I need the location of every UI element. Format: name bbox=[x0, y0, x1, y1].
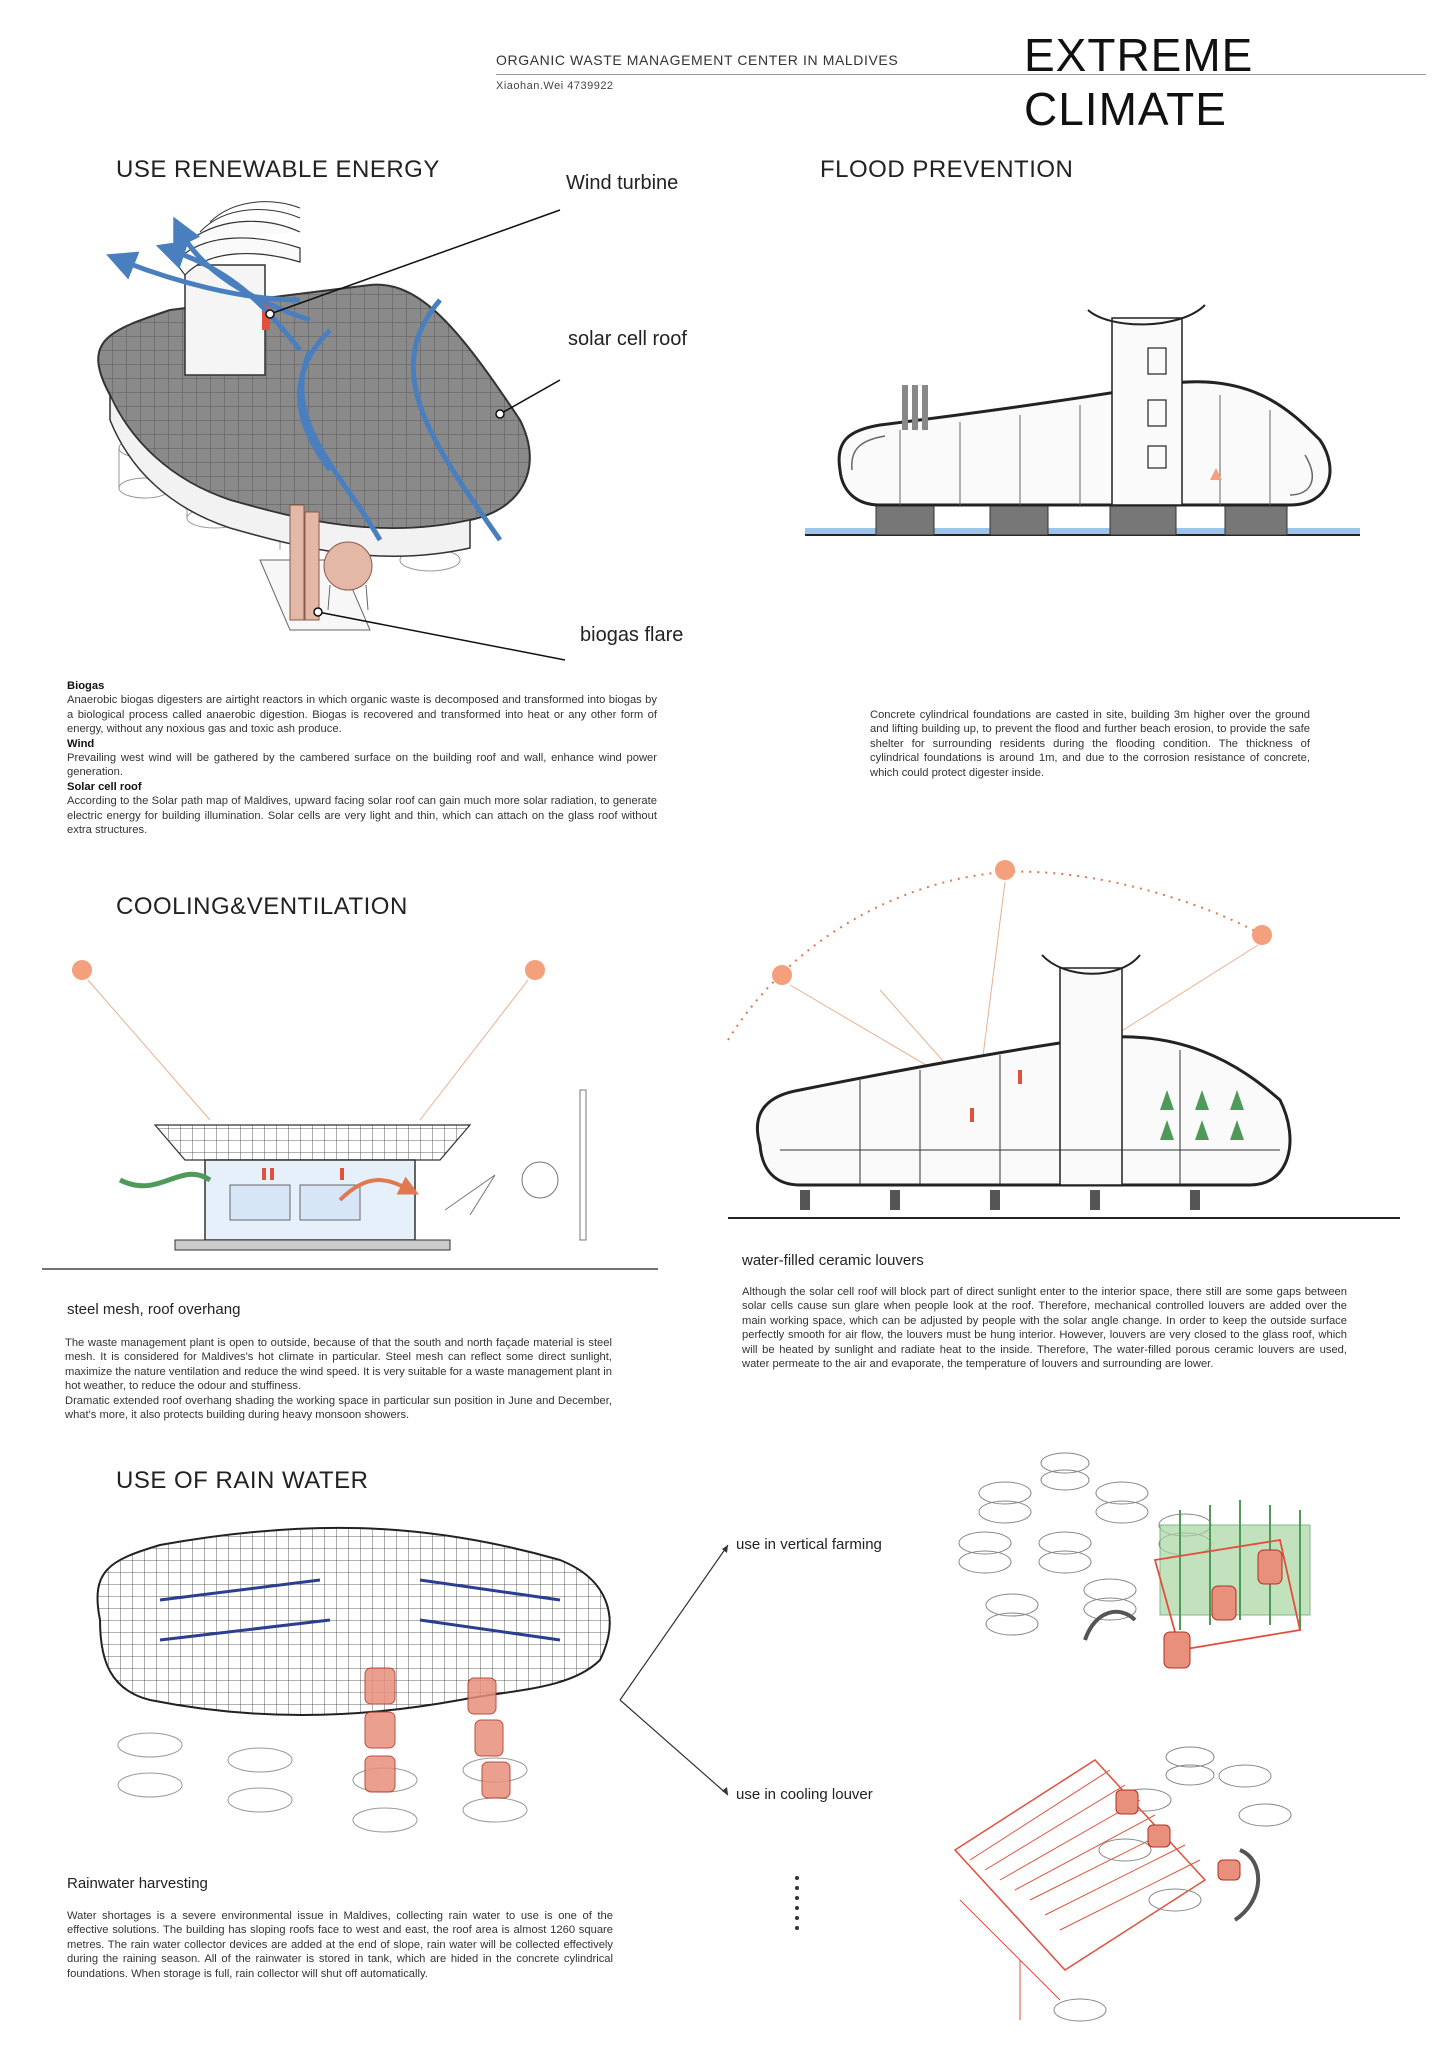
label-use-vertical-farming: use in vertical farming bbox=[736, 1536, 882, 1553]
roof-wireframe bbox=[98, 1528, 610, 1715]
rain-subheading: Rainwater harvesting bbox=[67, 1875, 208, 1892]
ellipsis-dots bbox=[795, 1876, 799, 1930]
flood-text: Concrete cylindrical foundations are casted in site, building 3m higher over the ground and lifting building up, to prevent the flood and further beach erosion, to provide the safe shelter for surrounding residents during the flooding condition. The thickness of cylindrical foundations is around 1m, and due to the corrosion resistance of concrete, which could protect digester inside. bbox=[870, 709, 1310, 779]
steel-mesh-roof bbox=[155, 1125, 470, 1160]
sun-icon bbox=[72, 960, 92, 980]
label-solar-cell-roof: solar cell roof bbox=[568, 328, 687, 350]
cooling-right-text: Although the solar cell roof will block part of direct sunlight enter to the interior space, there still are some gaps between solar cells cause sun glare when people look at the roof. Therefore, mechanical controlled louvers are added over the main working space, which can be adjusted by people with the solar angle change. In order to keep the outside surface perfectly smooth for air flow, the louvers must be hung interior. However, louvers are very closed to the glass roof, which will be heated by sunlight and radiate heat to the inside. Therefore, The water-filled porous ceramic louvers are used, water permeate to the air and evaporate, the temperature of louvers and surrounding are lower. bbox=[742, 1286, 1347, 1371]
rain-text: Water shortages is a severe environmental issue in Maldives, collecting rain water to use is one of the effective solutions. The building has sloping roofs face to west and east, the roof area is almost 1260 square metres. The rain water collector devices are added at the end of slope, rain water will be collected effectively during the raining season. All of the rainwater is stored in tank, which are hided in the concrete cylindrical foundations. When storage is full, rain collector will shut off automatically. bbox=[67, 1910, 613, 1980]
cooling-louver-diagram bbox=[728, 860, 1400, 1218]
solar-body: According to the Solar path map of Maldives, upward facing solar roof can gain much more solar radiation, to generate electric energy for building illumination. Solar cells are very light and thin, which can attach on the glass roof without extra structures. bbox=[67, 795, 657, 837]
louver-building-shell bbox=[757, 1037, 1290, 1185]
flood-tower bbox=[1112, 318, 1182, 505]
cooling-right-subheading: water-filled ceramic louvers bbox=[742, 1252, 924, 1269]
biogas-tank-icon bbox=[522, 1162, 558, 1198]
label-wind-turbine: Wind turbine bbox=[566, 172, 679, 194]
author-id: Xiaohan.Wei 4739922 bbox=[496, 80, 614, 92]
label-use-cooling-louver: use in cooling louver bbox=[736, 1786, 873, 1803]
airflow-arrow bbox=[120, 1174, 210, 1186]
wind-body: Prevailing west wind will be gathered by the cambered surface on the building roof and wall, enhance wind power generation. bbox=[67, 752, 657, 779]
farming-racks bbox=[1085, 1500, 1310, 1668]
sun-icon bbox=[772, 965, 792, 985]
section-title-rain: USE OF RAIN WATER bbox=[116, 1467, 369, 1494]
flood-section-diagram bbox=[805, 305, 1360, 535]
cooling-left-text: The waste management plant is open to outside, because of that the south and north façade material is steel mesh. It is considered for Maldives's hot climate in particular. Steel mesh can reflect some direct sunlight, maximize the nature ventilation and reduce the wind speed. It is very suitable for a waste management plant in hot weather, to reduce the odour and stuffiness. Dramatic extended roof overhang shading the working space in particular sun position in June and December, what's more, it also protects building during heavy monsoon showers. bbox=[65, 1337, 612, 1422]
biogas-heading: Biogas bbox=[67, 680, 105, 692]
section-title-renewable: USE RENEWABLE ENERGY bbox=[116, 156, 440, 183]
renewable-text-block bbox=[67, 679, 657, 837]
section-title-flood: FLOOD PREVENTION bbox=[820, 156, 1074, 183]
wind-heading: Wind bbox=[67, 737, 95, 750]
renewable-energy-diagram bbox=[98, 202, 565, 660]
cooling-left-subheading: steel mesh, roof overhang bbox=[67, 1301, 241, 1318]
project-name: ORGANIC WASTE MANAGEMENT CENTER IN MALDIVES bbox=[496, 52, 899, 68]
page-title: EXTREME CLIMATE bbox=[1024, 29, 1254, 135]
sun-icon bbox=[525, 960, 545, 980]
rain-water-diagram bbox=[98, 1528, 800, 1930]
biogas-body: Anaerobic biogas digesters are airtight reactors in which organic waste is decomposed and transformed into biogas by a biological process called anaerobic digestion. Biogas is recovered and transformed into heat or any other form of energy, without any noxious gas and toxic ash produce. bbox=[67, 694, 657, 736]
solar-heading: Solar cell roof bbox=[67, 780, 142, 793]
cooling-steel-mesh-diagram bbox=[42, 960, 658, 1269]
cooling-louver-axon bbox=[955, 1747, 1291, 2021]
sun-icon bbox=[1252, 925, 1272, 945]
section-title-cooling: COOLING&VENTILATION bbox=[116, 893, 408, 920]
sun-icon bbox=[995, 860, 1015, 880]
label-biogas-flare: biogas flare bbox=[580, 624, 684, 646]
